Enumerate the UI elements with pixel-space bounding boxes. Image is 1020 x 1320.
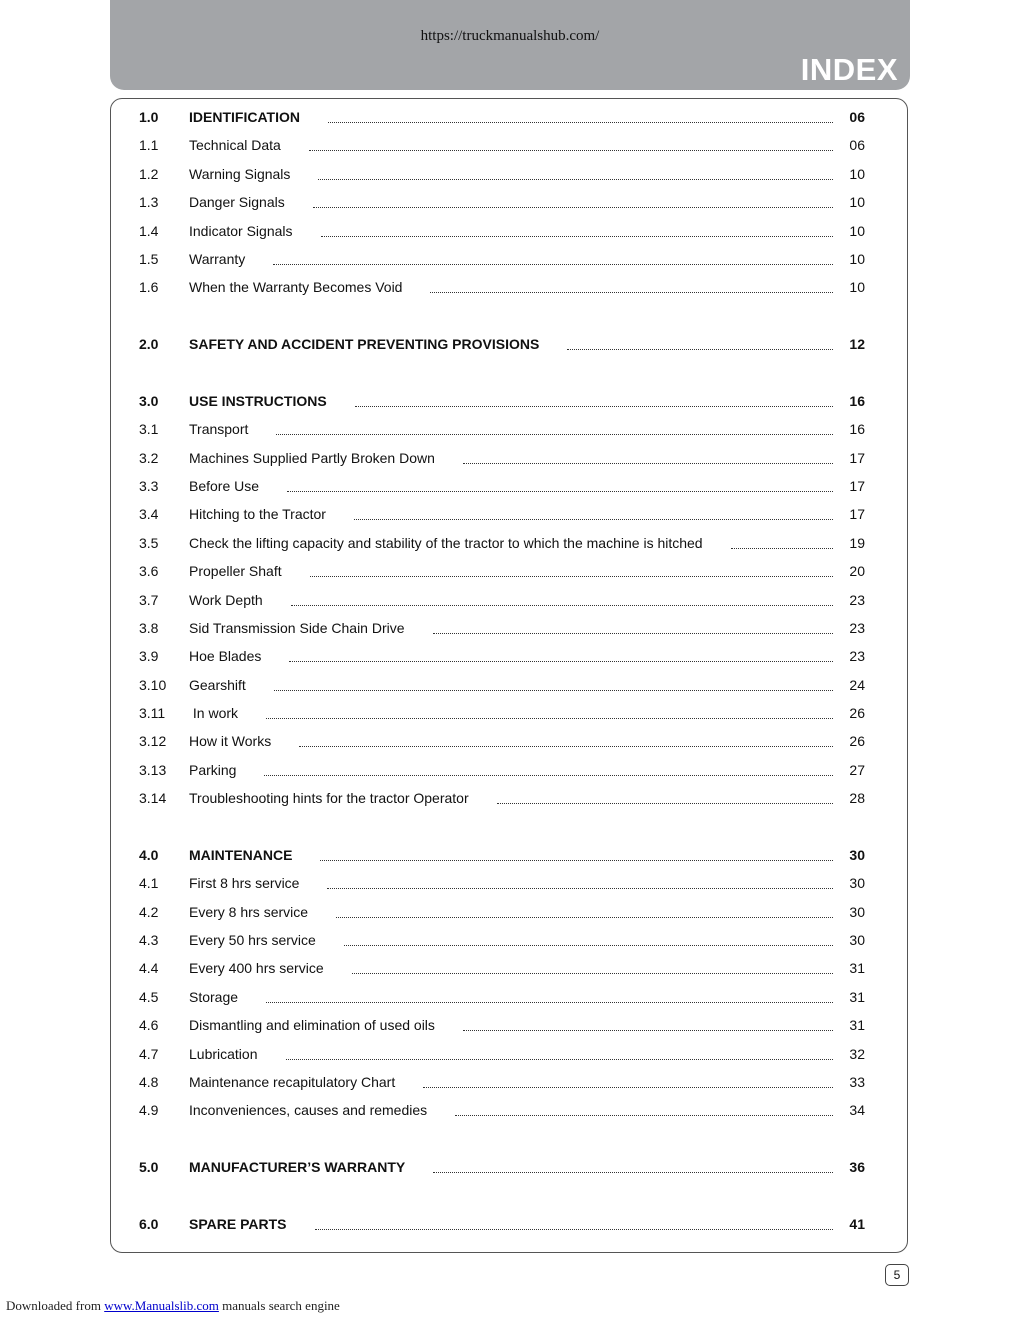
toc-section-row[interactable]	[139, 1157, 865, 1177]
toc-row[interactable]	[139, 1072, 865, 1092]
toc-row[interactable]	[139, 703, 865, 723]
toc-number: 4.8	[139, 1074, 159, 1090]
toc-page-number: 28	[849, 790, 865, 806]
toc-number: 1.6	[139, 279, 159, 295]
toc-leader-dots	[327, 888, 833, 889]
toc-title: Sid Transmission Side Chain Drive	[189, 620, 405, 636]
toc-row[interactable]	[139, 533, 865, 553]
toc-title: Parking	[189, 762, 237, 778]
toc-title: When the Warranty Becomes Void	[189, 279, 403, 295]
toc-number: 3.10	[139, 677, 167, 693]
toc-leader-dots	[355, 406, 833, 407]
toc-row[interactable]	[139, 902, 865, 922]
toc-number: 3.1	[139, 421, 159, 437]
toc-title: Gearshift	[189, 677, 246, 693]
toc-section-row[interactable]	[139, 1214, 865, 1234]
toc-title: Hoe Blades	[189, 648, 262, 664]
toc-number: 3.12	[139, 733, 167, 749]
page-title: INDEX	[800, 52, 898, 87]
toc-row[interactable]	[139, 646, 865, 666]
toc-page-number: 34	[849, 1102, 865, 1118]
toc-leader-dots	[299, 746, 833, 747]
toc-title: Hitching to the Tractor	[189, 506, 326, 522]
toc-title: Inconveniences, causes and remedies	[189, 1102, 428, 1118]
toc-title: Lubrication	[189, 1046, 258, 1062]
toc-page-number: 26	[849, 733, 865, 749]
toc-row[interactable]	[139, 1100, 865, 1120]
toc-page-number: 32	[849, 1046, 865, 1062]
toc-section-row[interactable]	[139, 391, 865, 411]
toc-leader-dots	[291, 605, 833, 606]
toc-row[interactable]	[139, 419, 865, 439]
toc-title: Work Depth	[189, 592, 263, 608]
toc-leader-dots	[313, 207, 833, 208]
toc-row[interactable]	[139, 221, 865, 241]
toc-row[interactable]	[139, 675, 865, 695]
toc-title: Propeller Shaft	[189, 563, 282, 579]
toc-row[interactable]	[139, 476, 865, 496]
toc-row[interactable]	[139, 873, 865, 893]
toc-title: Every 8 hrs service	[189, 904, 309, 920]
toc-page-number: 26	[849, 705, 865, 721]
toc-row[interactable]	[139, 164, 865, 184]
toc-leader-dots	[455, 1115, 833, 1116]
toc-leader-dots	[274, 690, 833, 691]
toc-row[interactable]	[139, 930, 865, 950]
toc-number: 6.0	[139, 1216, 159, 1232]
toc-number: 4.3	[139, 932, 159, 948]
toc-number: 1.4	[139, 223, 159, 239]
manualslib-link[interactable]: www.Manualslib.com	[104, 1298, 219, 1313]
toc-title: Transport	[189, 421, 249, 437]
toc-page-number: 10	[849, 166, 865, 182]
toc-leader-dots	[287, 491, 833, 492]
download-footer	[6, 1298, 340, 1314]
footer-suffix: manuals search engine	[218, 1298, 340, 1313]
toc-page-number: 23	[849, 648, 865, 664]
toc-page-number: 30	[849, 932, 865, 948]
toc-section-row[interactable]	[139, 107, 865, 127]
toc-page-number: 17	[849, 478, 865, 494]
toc-leader-dots	[423, 1087, 833, 1088]
toc-leader-dots	[731, 548, 833, 549]
toc-row[interactable]	[139, 1015, 865, 1035]
toc-title: In work	[189, 705, 239, 721]
toc-row[interactable]	[139, 760, 865, 780]
toc-title: Technical Data	[189, 137, 281, 153]
toc-page-number: 10	[849, 279, 865, 295]
toc-title: Check the lifting capacity and stability of the tractor to which the machine is hitched	[189, 535, 703, 551]
toc-page-number: 16	[849, 421, 865, 437]
toc-row[interactable]	[139, 731, 865, 751]
toc-number: 1.3	[139, 194, 159, 210]
toc-row[interactable]	[139, 192, 865, 212]
toc-leader-dots	[354, 519, 833, 520]
toc-leader-dots	[266, 718, 833, 719]
toc-leader-dots	[320, 860, 833, 861]
toc-page-number: 12	[849, 336, 865, 352]
toc-row[interactable]	[139, 1044, 865, 1064]
toc-number: 4.4	[139, 960, 159, 976]
toc-number: 4.1	[139, 875, 159, 891]
toc-page-number: 41	[849, 1216, 865, 1232]
header-url: https://truckmanualshub.com/	[420, 28, 600, 44]
toc-leader-dots	[321, 236, 833, 237]
toc-title: IDENTIFICATION	[189, 109, 300, 125]
toc-number: 3.14	[139, 790, 167, 806]
toc-leader-dots	[328, 122, 833, 123]
toc-page-number: 17	[849, 506, 865, 522]
toc-number: 3.3	[139, 478, 159, 494]
toc-number: 4.7	[139, 1046, 159, 1062]
toc-title: MANUFACTURER’S WARRANTY	[189, 1159, 406, 1175]
toc-section-row[interactable]	[139, 334, 865, 354]
toc-leader-dots	[567, 349, 833, 350]
toc-row[interactable]	[139, 249, 865, 269]
toc-page-number: 31	[849, 960, 865, 976]
toc-leader-dots	[433, 1172, 833, 1173]
toc-leader-dots	[344, 945, 833, 946]
toc-number: 4.6	[139, 1017, 159, 1033]
toc-page-number: 23	[849, 592, 865, 608]
footer-prefix: Downloaded from	[6, 1298, 105, 1313]
toc-number: 1.0	[139, 109, 159, 125]
toc-row[interactable]	[139, 504, 865, 524]
toc-number: 3.2	[139, 450, 159, 466]
toc-page-number: 10	[849, 251, 865, 267]
toc-leader-dots	[430, 292, 833, 293]
toc-page-number: 30	[849, 904, 865, 920]
toc-page-number: 19	[849, 535, 865, 551]
toc-leader-dots	[315, 1229, 834, 1230]
toc-leader-dots	[276, 434, 833, 435]
toc-row[interactable]	[139, 958, 865, 978]
toc-title: Troubleshooting hints for the tractor Operator	[189, 790, 469, 806]
toc-number: 3.9	[139, 648, 159, 664]
toc-number: 2.0	[139, 336, 159, 352]
toc-title: Storage	[189, 989, 239, 1005]
page-number-badge: 5	[885, 1264, 909, 1286]
toc-title: Dismantling and elimination of used oils	[189, 1017, 435, 1033]
toc-leader-dots	[433, 633, 833, 634]
toc-page-number: 23	[849, 620, 865, 636]
toc-leader-dots	[273, 264, 833, 265]
toc-row[interactable]	[139, 277, 865, 297]
toc-title: Warning Signals	[189, 166, 291, 182]
toc-page-number: 10	[849, 194, 865, 210]
toc-title: Every 50 hrs service	[189, 932, 316, 948]
toc-leader-dots	[310, 576, 833, 577]
toc-page-number: 27	[849, 762, 865, 778]
toc-page-number: 31	[849, 989, 865, 1005]
toc-leader-dots	[497, 803, 833, 804]
toc-leader-dots	[463, 463, 833, 464]
toc-title: MAINTENANCE	[189, 847, 293, 863]
toc-title: USE INSTRUCTIONS	[189, 393, 327, 409]
toc-number: 3.5	[139, 535, 159, 551]
toc-page-number: 31	[849, 1017, 865, 1033]
toc-leader-dots	[318, 179, 833, 180]
toc-leader-dots	[309, 150, 833, 151]
toc-title: Before Use	[189, 478, 260, 494]
toc-title: How it Works	[189, 733, 272, 749]
toc-row[interactable]	[139, 561, 865, 581]
toc-number: 1.1	[139, 137, 159, 153]
toc-leader-dots	[336, 917, 833, 918]
toc-page-number: 06	[849, 137, 865, 153]
toc-number: 5.0	[139, 1159, 159, 1175]
toc-title: Indicator Signals	[189, 223, 293, 239]
toc-row[interactable]	[139, 788, 865, 808]
toc-page-number: 30	[849, 875, 865, 891]
toc-number: 4.0	[139, 847, 159, 863]
toc-page-number: 20	[849, 563, 865, 579]
toc-page-number: 16	[849, 393, 865, 409]
toc-row[interactable]	[139, 590, 865, 610]
toc-leader-dots	[286, 1059, 834, 1060]
toc-title: Maintenance recapitulatory Chart	[189, 1074, 396, 1090]
toc-title: Every 400 hrs service	[189, 960, 324, 976]
toc-title: Warranty	[189, 251, 246, 267]
toc-number: 4.2	[139, 904, 159, 920]
toc-page-number: 36	[849, 1159, 865, 1175]
toc-title: Machines Supplied Partly Broken Down	[189, 450, 435, 466]
toc-section-row[interactable]	[139, 845, 865, 865]
toc-number: 4.9	[139, 1102, 159, 1118]
toc-number: 3.11	[139, 705, 166, 721]
toc-page-number: 17	[849, 450, 865, 466]
toc-number: 4.5	[139, 989, 159, 1005]
toc-number: 3.4	[139, 506, 159, 522]
toc-leader-dots	[266, 1002, 833, 1003]
toc-number: 3.13	[139, 762, 167, 778]
toc-page-number: 33	[849, 1074, 865, 1090]
toc-row[interactable]	[139, 448, 865, 468]
toc-page-number: 06	[849, 109, 865, 125]
toc-title: First 8 hrs service	[189, 875, 300, 891]
toc-page-number: 24	[849, 677, 865, 693]
toc-row[interactable]	[139, 618, 865, 638]
toc-number: 3.8	[139, 620, 159, 636]
toc-title: SAFETY AND ACCIDENT PREVENTING PROVISIONS	[189, 336, 540, 352]
toc-page-number: 10	[849, 223, 865, 239]
toc-row[interactable]	[139, 135, 865, 155]
toc-row[interactable]	[139, 987, 865, 1007]
toc-page-number: 30	[849, 847, 865, 863]
toc-title: Danger Signals	[189, 194, 285, 210]
toc-number: 1.2	[139, 166, 159, 182]
toc-number: 3.6	[139, 563, 159, 579]
toc-leader-dots	[352, 973, 833, 974]
toc-leader-dots	[289, 661, 833, 662]
toc-leader-dots	[463, 1030, 833, 1031]
toc-number: 1.5	[139, 251, 159, 267]
toc-leader-dots	[264, 775, 833, 776]
toc-number: 3.0	[139, 393, 159, 409]
toc-title: SPARE PARTS	[189, 1216, 287, 1232]
toc-number: 3.7	[139, 592, 159, 608]
